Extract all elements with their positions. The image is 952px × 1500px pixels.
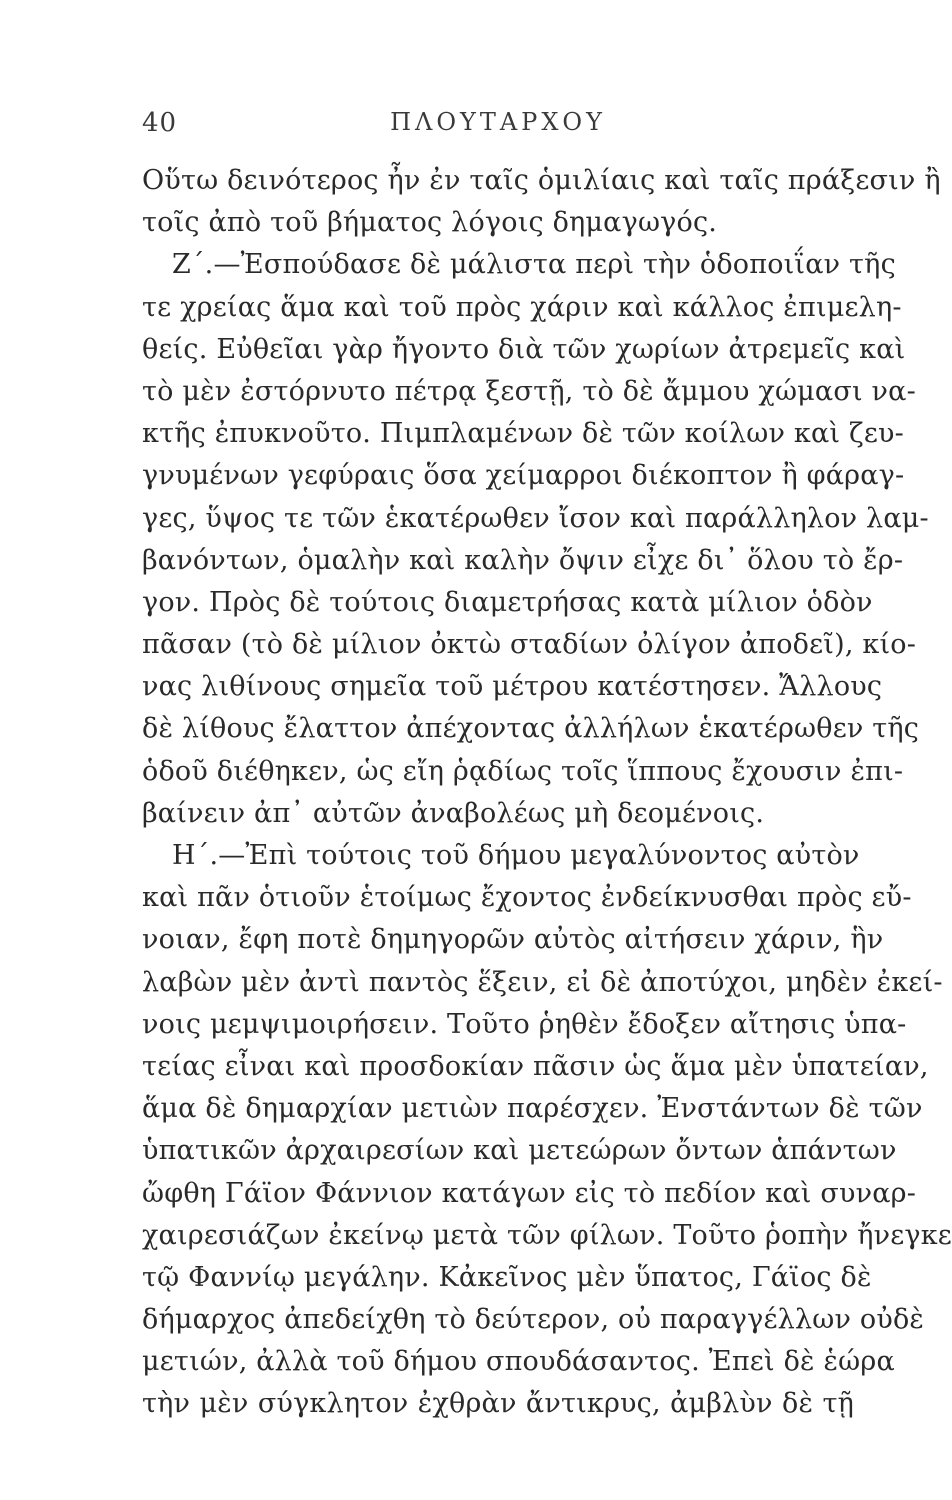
text-line: τὴν μὲν σύγκλητον ἐχθρὰν ἄντικρυς, ἀμβλὺν δὲ τῇ	[142, 1388, 854, 1420]
text-line: ὑπατικῶν ἀρχαιρεσίων καὶ μετεώρων ὄντων ἁπάντων	[142, 1135, 897, 1167]
text-line: ὁδοῦ διέθηκεν, ὡς εἴη ῥᾳδίως τοῖς ἵππους ἔχουσιν ἐπι-	[142, 755, 904, 787]
text-line: τῷ Φαννίῳ μεγάλην. Κἀκεῖνος μὲν ὕπατος, Γάϊος δὲ	[142, 1261, 872, 1293]
text-line: τὸ μὲν ἐστόρνυτο πέτρᾳ ξεστῇ, τὸ δὲ ἄμμου χώμασι να-	[142, 375, 916, 407]
section-start-line: Ζ΄.—Ἐσπούδασε δὲ μάλιστα περὶ τὴν ὁδοποιΐαν τῆς	[172, 249, 896, 281]
text-line: τείας εἶναι καὶ προσδοκίαν πᾶσιν ὡς ἅμα μὲν ὑπατείαν,	[142, 1050, 929, 1082]
text-line: τοῖς ἀπὸ τοῦ βήματος λόγοις δημαγωγός.	[142, 207, 718, 239]
text-line: βανόντων, ὁμαλὴν καὶ καλὴν ὄψιν εἶχε δι᾽ ὅλου τὸ ἔρ-	[142, 544, 904, 576]
text-line: τε χρείας ἅμα καὶ τοῦ πρὸς χάριν καὶ κάλλος ἐπιμελη-	[142, 291, 902, 323]
text-line: κτῆς ἐπυκνοῦτο. Πιμπλαμένων δὲ τῶν κοίλων καὶ ζευ-	[142, 418, 904, 450]
text-line: νας λιθίνους σημεῖα τοῦ μέτρου κατέστησεν. Ἄλλους	[142, 671, 883, 703]
text-line: νοιαν, ἔφη ποτὲ δημηγορῶν αὐτὸς αἰτήσειν χάριν, ἣν	[142, 924, 884, 956]
page-header	[142, 108, 854, 148]
page-number: 40	[142, 108, 178, 138]
text-line: ἅμα δὲ δημαρχίαν μετιὼν παρέσχεν. Ἐνστάντων δὲ τῶν	[142, 1093, 923, 1125]
text-line: ὤφθη Γάϊον Φάννιον κατάγων εἰς τὸ πεδίον καὶ συναρ-	[142, 1177, 917, 1209]
section-start-line: Η΄.—Ἐπὶ τούτοις τοῦ δήμου μεγαλύνοντος αὐτὸν	[172, 840, 860, 871]
text-line: βαίνειν ἀπ᾽ αὐτῶν ἀναβολέως μὴ δεομένοις.	[142, 797, 765, 829]
running-title: ΠΛΟΥΤΑΡΧΟΥ	[390, 108, 606, 136]
text-line: γον. Πρὸς δὲ τούτοις διαμετρήσας κατὰ μίλιον ὁδὸν	[142, 586, 873, 618]
text-line: Οὕτω δεινότερος ἦν ἐν ταῖς ὁμιλίαις καὶ ταῖς πράξεσιν ἢ	[142, 165, 941, 196]
text-line: μετιών, ἀλλὰ τοῦ δήμου σπουδάσαντος. Ἐπεὶ δὲ ἑώρα	[142, 1346, 895, 1378]
body-text	[142, 160, 952, 1426]
text-line: νοις μεμψιμοιρήσειν. Τοῦτο ῥηθὲν ἔδοξεν αἴτησις ὑπα-	[142, 1008, 907, 1040]
text-line: λαβὼν μὲν ἀντὶ παντὸς ἕξειν, εἰ δὲ ἀποτύχοι, μηδὲν ἐκεί-	[142, 966, 943, 998]
text-line: δὲ λίθους ἔλαττον ἀπέχοντας ἀλλήλων ἑκατέρωθεν τῆς	[142, 713, 920, 745]
text-line: δήμαρχος ἀπεδείχθη τὸ δεύτερον, οὐ παραγγέλλων οὐδὲ	[142, 1304, 925, 1336]
text-line: χαιρεσιάζων ἐκείνῳ μετὰ τῶν φίλων. Τοῦτο ῥοπὴν ἤνεγκε	[142, 1219, 952, 1251]
text-line: καὶ πᾶν ὁτιοῦν ἑτοίμως ἔχοντος ἐνδείκνυσθαι πρὸς εὔ-	[142, 882, 912, 914]
text-line: πᾶσαν (τὸ δὲ μίλιον ὀκτὼ σταδίων ὀλίγον ἀποδεῖ), κίο-	[142, 629, 917, 661]
text-line: γνυμένων γεφύραις ὅσα χείμαρροι διέκοπτον ἢ φάραγ-	[142, 460, 905, 492]
text-line: θείς. Εὐθεῖαι γὰρ ἤγοντο διὰ τῶν χωρίων ἀτρεμεῖς καὶ	[142, 333, 906, 365]
text-line: γες, ὕψος τε τῶν ἑκατέρωθεν ἴσον καὶ παράλληλον λαμ-	[142, 502, 929, 534]
